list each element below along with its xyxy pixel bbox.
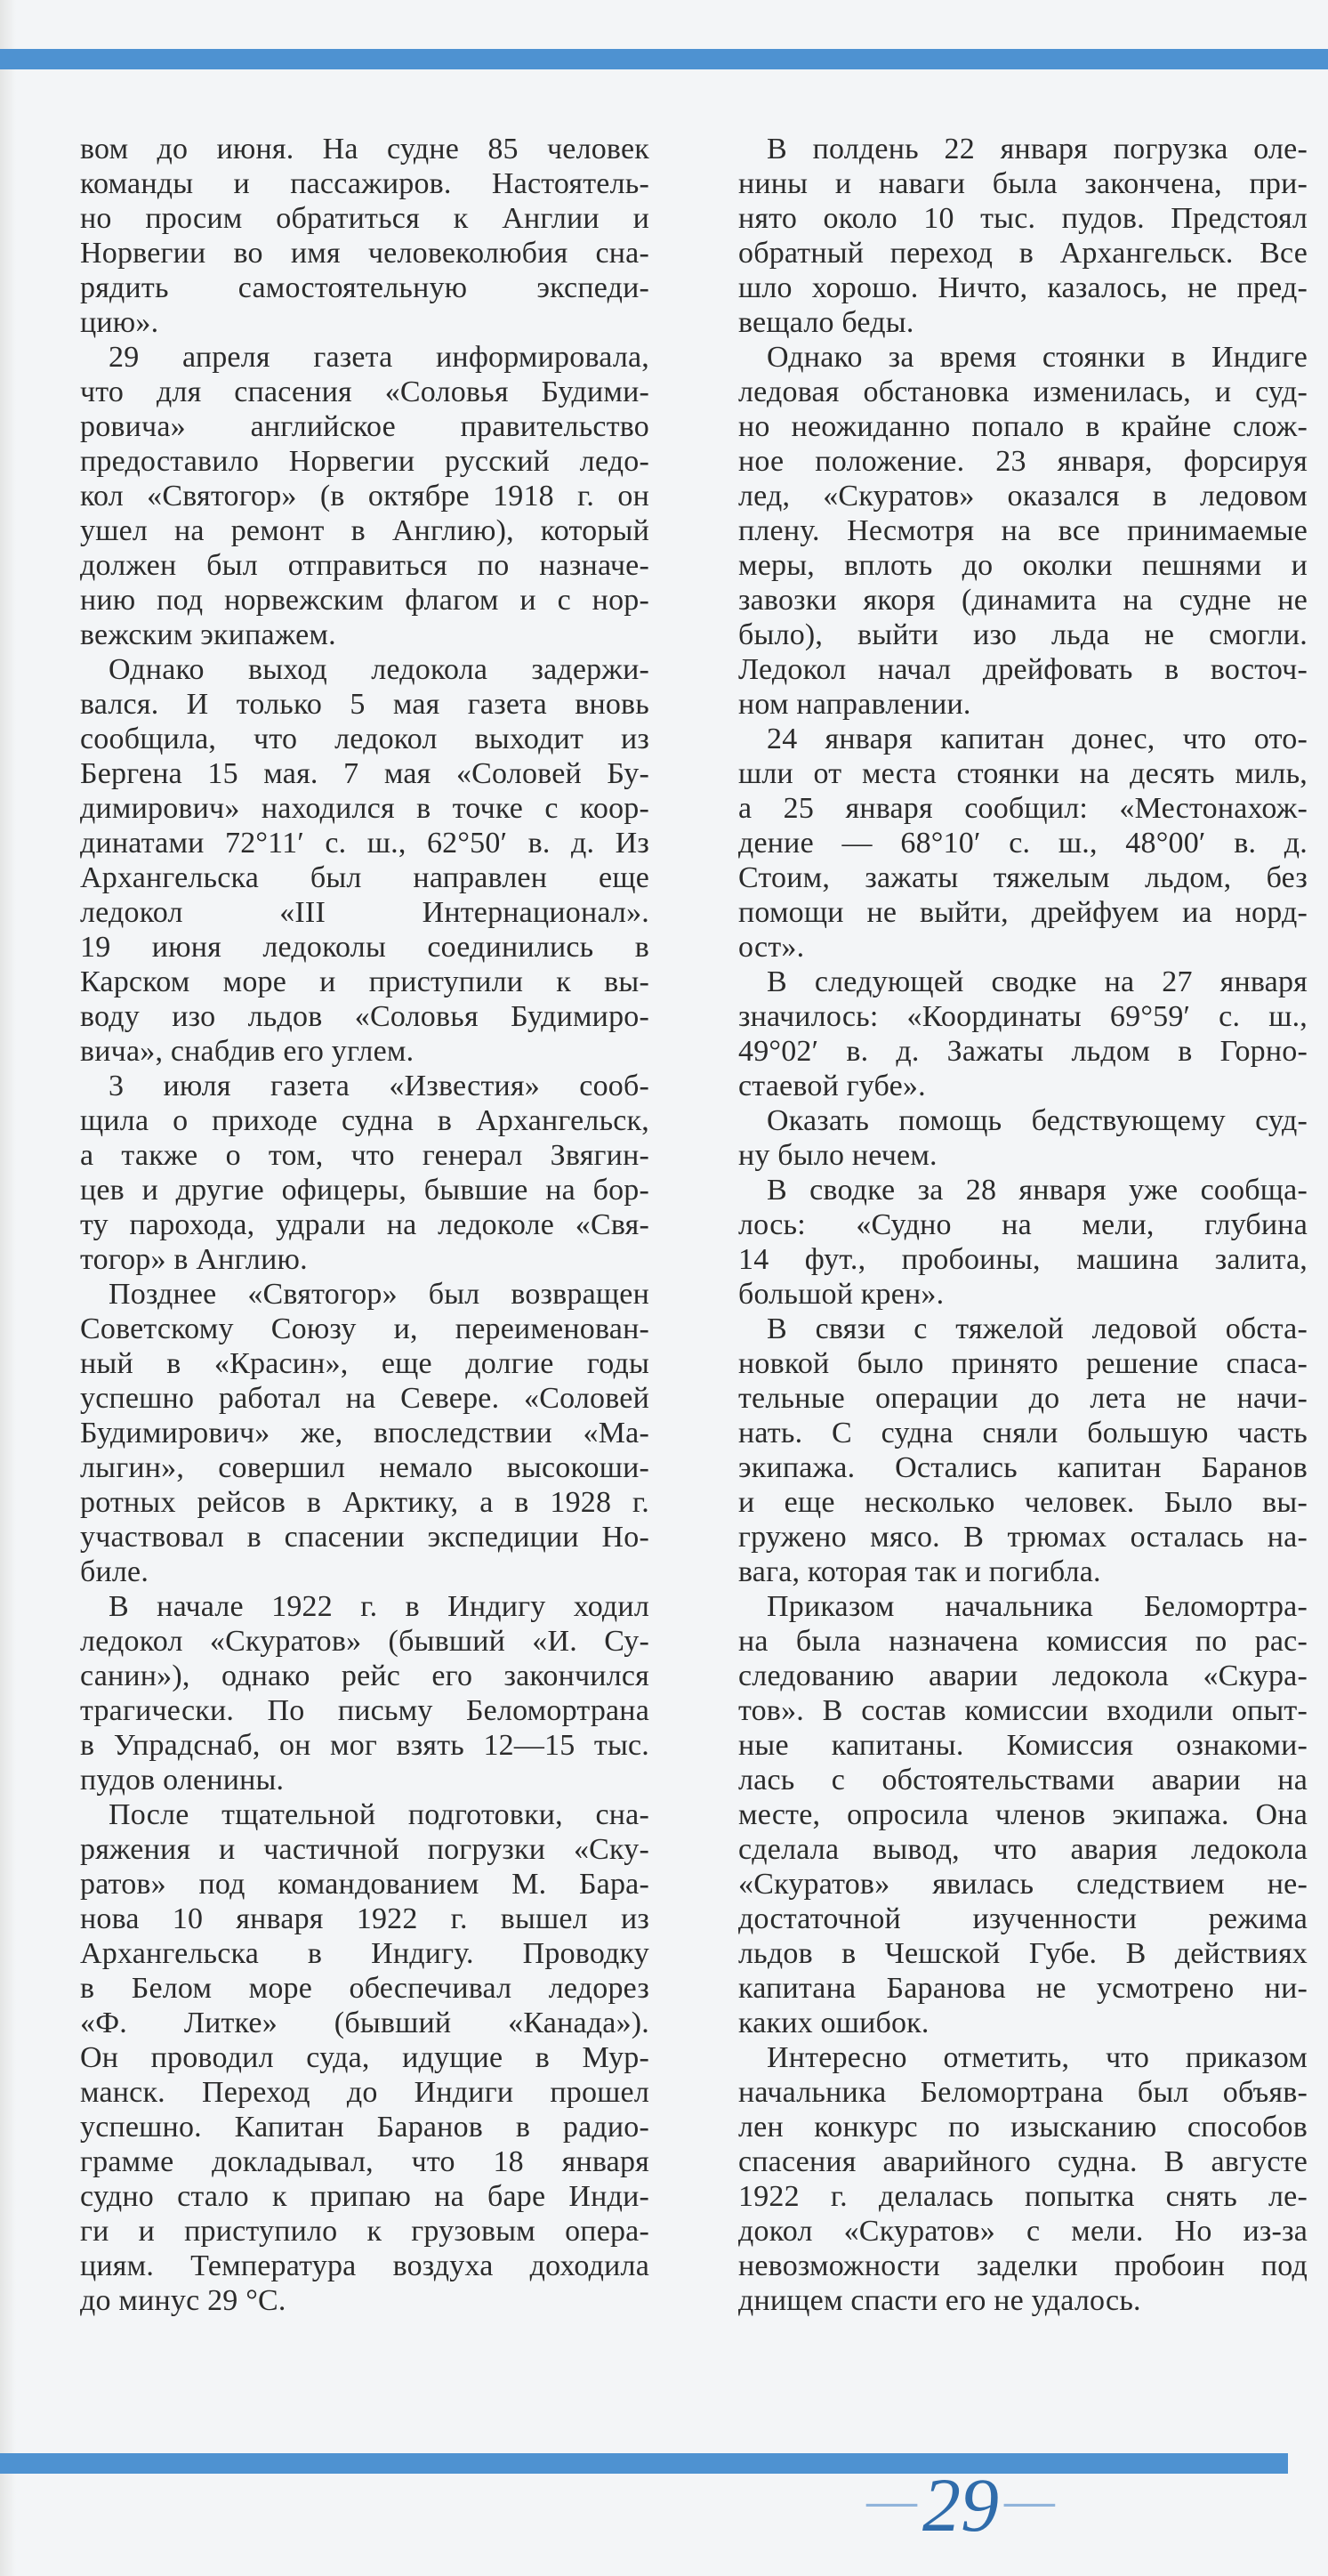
text-line: спасения аварийного судна. В августе [738,2145,1308,2178]
page-number-right-dash: — [1004,2467,1055,2531]
text-line: ледовая обстановка изменилась, и суд- [738,375,1308,408]
page-number-digits: 29 [922,2462,999,2548]
text-line: дение — 68°10′ с. ш., 48°00′ в. д. [738,827,1308,860]
text-line: обратный переход в Архангельск. Все [738,237,1308,270]
text-line: шли от места стоянки на десять миль, [738,757,1308,790]
page-number [845,2462,1076,2548]
text-line: лась с обстоятельствами аварии на [738,1764,1308,1797]
text-line: пудов оленины. [80,1764,285,1797]
text-line: днищем спасти его не удалось. [738,2284,1141,2317]
text-line: должен был отправиться по назначе- [80,549,649,582]
text-line: «Ф. Литке» (бывший «Канада»). [80,2007,649,2039]
text-line: «Скуратов» явилась следствием не- [738,1868,1308,1901]
text-line: тельные операции до лета не начи- [738,1382,1308,1415]
text-line: Однако выход ледокола задержи- [109,653,649,686]
text-line: нины и наваги была закончена, при- [738,167,1308,200]
text-line: санин»), однако рейс его закончился [80,1659,649,1692]
text-line: Однако за время стоянки в Индиге [767,341,1308,374]
text-line: невозможности заделки пробоин под [738,2249,1308,2282]
text-line: В следующей сводке на 27 января [767,965,1308,998]
text-line: биле. [80,1555,149,1588]
text-line: 24 января капитан донес, что ото- [767,723,1308,755]
text-line: динатами 72°11′ с. ш., 62°50′ в. д. Из [80,827,649,860]
text-line: ледокол «Скуратов» (бывший «И. Су- [80,1625,649,1658]
text-line: каких ошибок. [738,2007,930,2039]
text-line: достаточной изученности режима [738,1902,1308,1935]
text-line: льдов в Чешской Губе. В действиях [738,1937,1308,1970]
text-line: в Белом море обеспечивал ледорез [80,1972,649,2005]
text-line: вался. И только 5 мая газета вновь [80,688,649,721]
text-line: на была назначена комиссия по рас- [738,1625,1308,1658]
text-line: участвовал в спасении экспедиции Но- [80,1521,649,1554]
text-line: ные капитаны. Комиссия ознакоми- [738,1729,1308,1762]
text-line: сделала вывод, что авария ледокола [738,1833,1308,1866]
top-rule [0,49,1328,69]
text-line: шло хорошо. Ничто, казалось, не пред- [738,271,1308,304]
text-line: ушел на ремонт в Англию), который [80,514,649,547]
text-line: тогор» в Англию. [80,1243,308,1276]
text-line: Будимирович» же, впоследствии «Ма- [80,1417,649,1450]
text-line: ледокол «III Интернационал». [80,896,649,929]
text-line: до минус 29 °С. [80,2284,286,2317]
text-line: воду изо льдов «Соловья Будимиро- [80,1000,649,1033]
text-line: вича», снабдив его углем. [80,1035,414,1068]
text-line: что для спасения «Соловья Будими- [80,375,649,408]
text-line: значилось: «Координаты 69°59′ с. ш., [738,1000,1308,1033]
text-line: ном направлении. [738,688,971,721]
text-line: Архангельска в Индигу. Проводку [80,1937,649,1970]
text-line: цев и другие офицеры, бывшие на бор- [80,1174,649,1207]
text-line: и еще несколько человек. Было вы- [738,1486,1308,1519]
text-line: 3 июля газета «Известия» сооб- [109,1070,649,1102]
text-line: 19 июня ледоколы соединились в [80,931,649,964]
text-line: лед, «Скуратов» оказался в ледовом [738,480,1308,513]
right-text-column [738,132,1308,2318]
text-line: ровича» английское правительство [80,410,649,443]
text-line: тов». В состав комиссии входили опыт- [738,1694,1308,1727]
text-line: ротных рейсов в Арктику, а в 1928 г. [80,1486,649,1519]
text-line: Приказом начальника Беломортра- [767,1590,1308,1623]
text-line: новкой было принято решение спаса- [738,1347,1308,1380]
text-line: Стоим, зажаты тяжелым льдом, без [738,861,1308,894]
text-line: цию». [80,306,159,339]
text-line: меры, вплоть до околки пешнями и [738,549,1308,582]
text-line: нято около 10 тыс. пудов. Предстоял [738,202,1308,235]
text-line: ряжения и частичной погрузки «Ску- [80,1833,649,1866]
text-line: Позднее «Святогор» был возвращен [109,1278,649,1311]
left-text-column [80,132,649,2318]
text-line: ну было нечем. [738,1139,938,1172]
text-line: стаевой губе». [738,1070,926,1102]
text-line: сообщила, что ледокол выходит из [80,723,649,755]
text-line: помощи не выйти, дрейфуем иа норд- [738,896,1308,929]
text-line: ное положение. 23 января, форсируя [738,445,1308,478]
text-line: ги и приступило к грузовым опера- [80,2215,649,2248]
text-line: лен конкурс по изысканию способов [738,2111,1308,2144]
text-line: ту парохода, удрали на ледоколе «Свя- [80,1208,649,1241]
text-line: но неожиданно попало в крайне слож- [738,410,1308,443]
text-line: Архангельска был направлен еще [80,861,649,894]
text-line: Бергена 15 мая. 7 мая «Соловей Бу- [80,757,649,790]
text-line: команды и пассажиров. Настоятель- [80,167,649,200]
text-line: димирович» находился в точке с коор- [80,792,649,825]
text-line: рядить самостоятельную экспеди- [80,271,649,304]
text-line: а также о том, что генерал Звягин- [80,1139,649,1172]
text-line: вещало беды. [738,306,914,339]
text-line: но просим обратиться к Англии и [80,202,649,235]
text-line: вежским экипажем. [80,618,336,651]
text-line: Норвегии во имя человеколюбия сна- [80,237,649,270]
text-line: следованию аварии ледокола «Скура- [738,1659,1308,1692]
text-line: успешно. Капитан Баранов в радио- [80,2111,649,2144]
text-line: 1922 г. делалась попытка снять ле- [738,2180,1308,2213]
text-line: щила о приходе судна в Архангельск, [80,1104,649,1137]
page-number-left-dash: — [866,2467,917,2531]
text-line: месте, опросила членов экипажа. Она [738,1798,1308,1831]
text-line: ост». [738,931,805,964]
text-line: Ледокол начал дрейфовать в восточ- [738,653,1308,686]
text-line: Он проводил суда, идущие в Мур- [80,2041,649,2074]
text-line: начальника Беломортрана был объяв- [738,2076,1308,2109]
text-line: судно стало к припаю на баре Инди- [80,2180,649,2213]
text-line: трагически. По письму Беломортрана [80,1694,649,1727]
text-line: В сводке за 28 января уже сообща- [767,1174,1308,1207]
text-line: В связи с тяжелой ледовой обста- [767,1312,1308,1345]
text-line: а 25 января сообщил: «Местонахож- [738,792,1308,825]
text-line: 49°02′ в. д. Зажаты льдом в Горно- [738,1035,1308,1068]
text-line: лось: «Судно на мели, глубина [738,1208,1308,1241]
text-line: вом до июня. На судне 85 человек [80,133,649,166]
text-line: лыгин», совершил немало высокоши- [80,1451,649,1484]
text-line: ный в «Красин», еще долгие годы [80,1347,649,1380]
text-line: Советскому Союзу и, переименован- [80,1312,649,1345]
text-line: было), выйти изо льда не смогли. [738,618,1308,651]
text-line: кол «Святогор» (в октябре 1918 г. он [80,480,649,513]
text-line: плену. Несмотря на все принимаемые [738,514,1308,547]
text-line: завозки якоря (динамита на судне не [738,584,1308,617]
text-line: вага, которая так и погибла. [738,1555,1101,1588]
bottom-rule [0,2453,1288,2474]
text-line: предоставило Норвегии русский ледо- [80,445,649,478]
text-line: нию под норвежским флагом и с нор- [80,584,649,617]
text-line: капитана Баранова не усмотрено ни- [738,1972,1308,2005]
text-line: Интересно отметить, что приказом [767,2041,1308,2074]
text-line: манск. Переход до Индиги прошел [80,2076,649,2109]
text-line: 29 апреля газета информировала, [109,341,649,374]
text-line: В полдень 22 января погрузка оле- [767,133,1308,166]
text-line: Карском море и приступили к вы- [80,965,649,998]
text-line: ратов» под командованием М. Бара- [80,1868,649,1901]
text-line: циям. Температура воздуха доходила [80,2249,649,2282]
text-line: нова 10 января 1922 г. вышел из [80,1902,649,1935]
text-line: 14 фут., пробоины, машина залита, [738,1243,1308,1276]
text-line: в Упрадснаб, он мог взять 12—15 тыс. [80,1729,649,1762]
text-line: гружено мясо. В трюмах осталась на- [738,1521,1308,1554]
text-line: успешно работал на Севере. «Соловей [80,1382,649,1415]
text-line: Оказать помощь бедствующему суд- [767,1104,1308,1137]
text-line: большой крен». [738,1278,945,1311]
text-line: В начале 1922 г. в Индигу ходил [109,1590,649,1623]
text-line: экипажа. Остались капитан Баранов [738,1451,1308,1484]
text-line: После тщательной подготовки, сна- [109,1798,649,1831]
text-line: нать. С судна сняли большую часть [738,1417,1308,1450]
text-line: грамме докладывал, что 18 января [80,2145,649,2178]
scan-edge-shadow [0,0,16,2576]
text-line: докол «Скуратов» с мели. Но из-за [738,2215,1308,2248]
